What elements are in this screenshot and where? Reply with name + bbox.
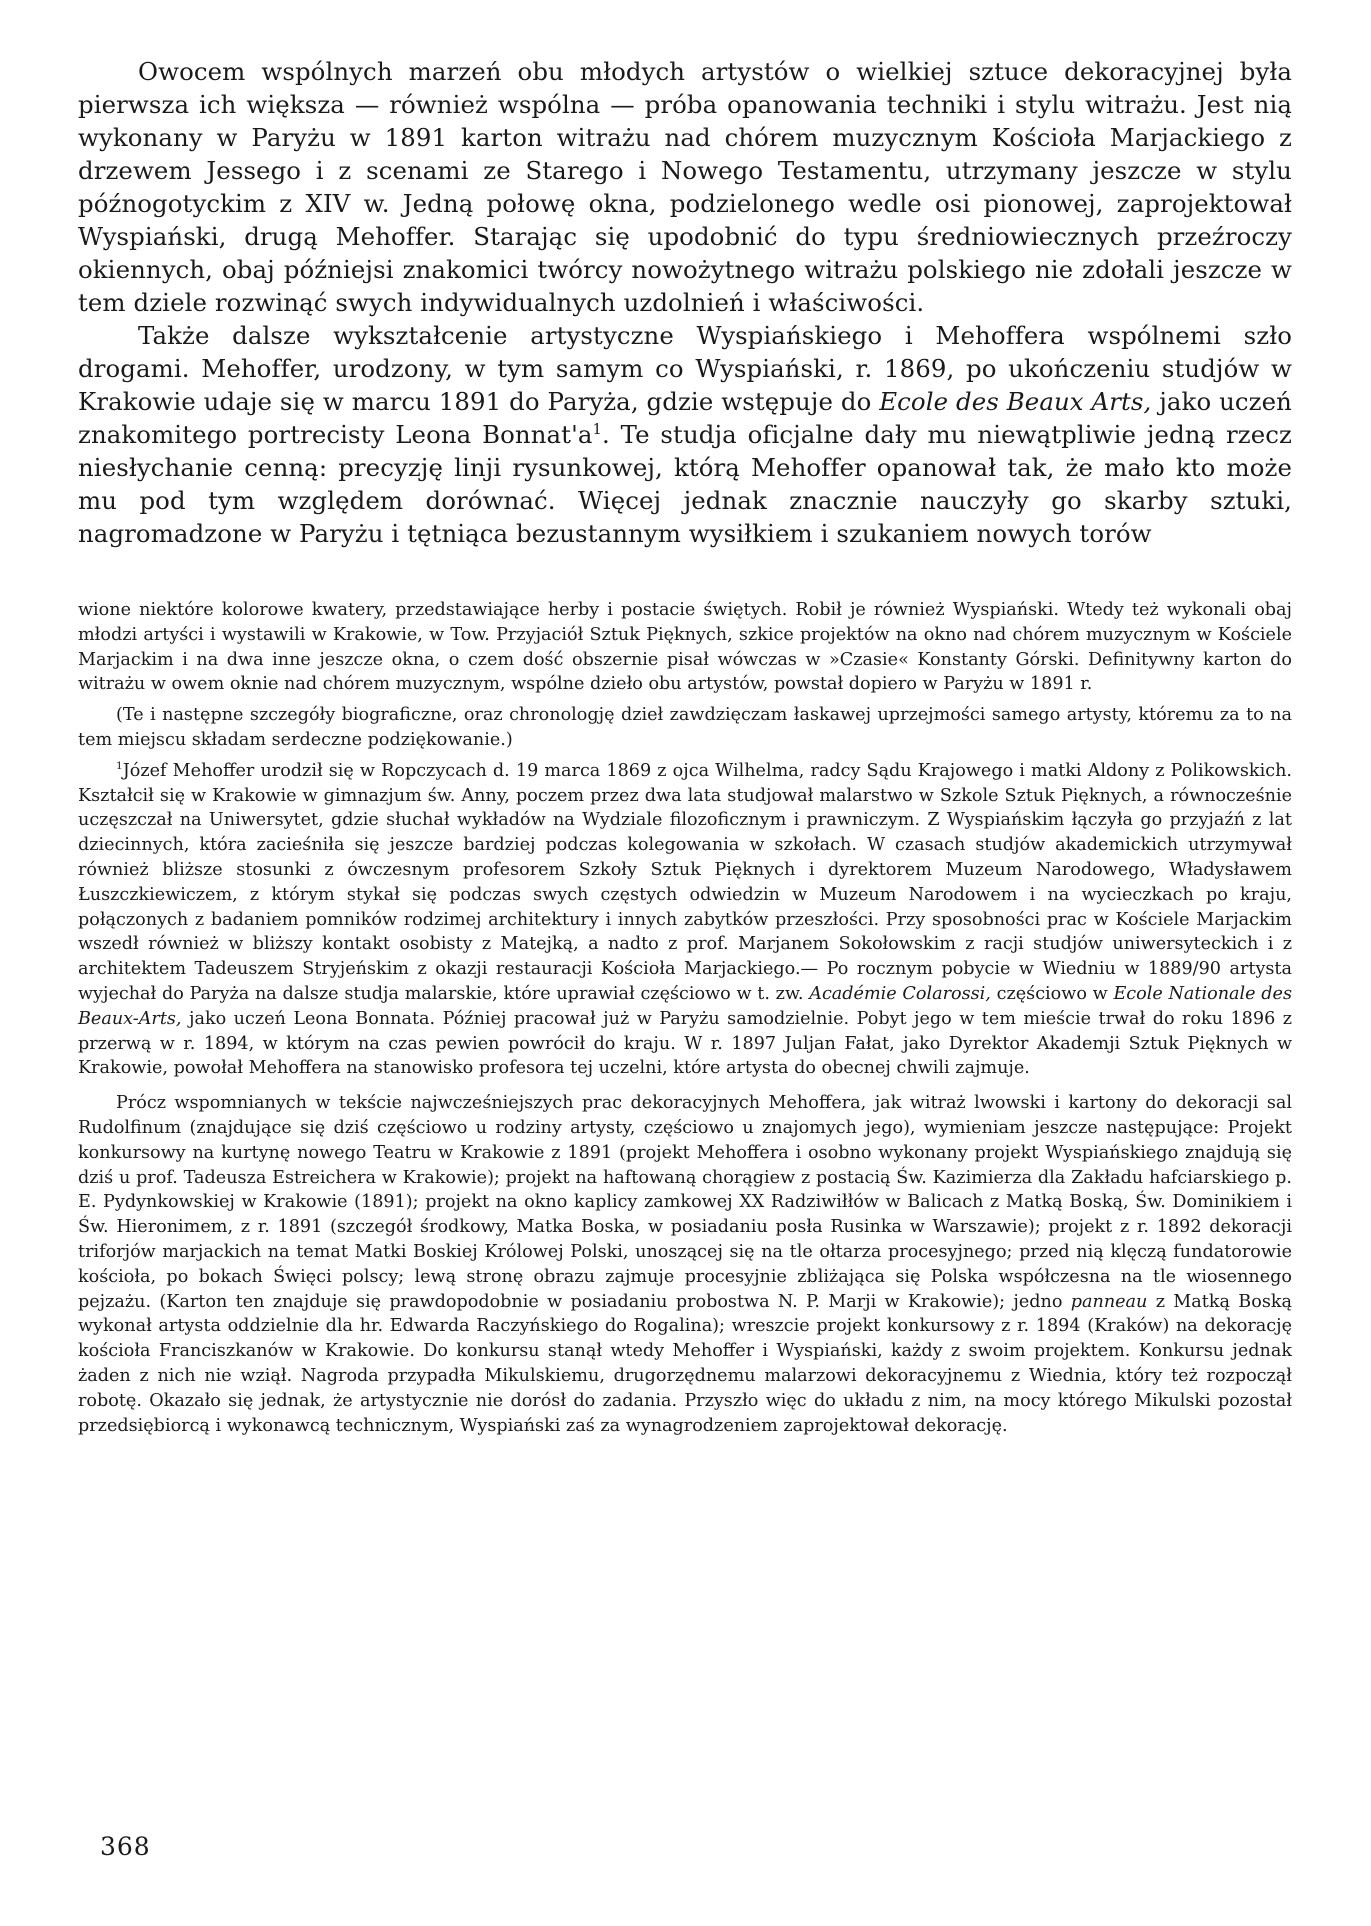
main-paragraph-2-part-a: Także dalsze wykształcenie artystyczne Wyspiańskiego i Mehoffera wspólnemi szło drogami. Mehoffer, urodzony, w tym samym co Wyspiański, r. 1869, po ukończeniu studjów w Krakowie udaje się w marcu 1891 do Paryża, gdzie wstępuje do <box>78 321 1292 416</box>
ecole-nationale-title: Ecole Nationale des Beaux-Arts, <box>78 983 1292 1029</box>
footnote-1-part-a: Józef Mehoffer urodził się w Ropczycach d. 19 marca 1869 z ojca Wilhelma, radcy Sądu Krajowego i matki Aldony z Polikowskich. Kształcił się w Krakowie w gimnazjum św. Anny, poczem przez dwa lata studjował malarstwo w Szkole Sztuk Pięknych, a równocześnie uczęszczał na Uniwersytet, gdzie słuchał wykładów na Wydziale filozoficznym i prawniczym. Z Wyspiańskim łączyła go przyjaźń z lat dziecinnych, która zacieśniła się jeszcze bardziej podczas kolegowania w szkołach. W czasach studjów akademickich utrzymywał również bliższe stosunki z ówczesnym profesorem Szkoły Sztuk Pięknych i dyrektorem Muzeum Narodowego, Władysławem Łuszczkiewiczem, z którym stykał się podczas swych częstych odwiedzin w Muzeum Narodowem i na wycieczkach po kraju, połączonych z badaniem pomników rodzimej architektury i innych zabytków przeszłości. Przy sposobności prac w Kościele Marjackim wszedł również w bliższy kontakt osobisty z Matejką, a nadto z prof. Marjanem Sokołowskim z racji studjów uniwersyteckich i z architektem Tadeuszem Stryjeńskim z okazji restauracji Kościoła Marjackiego.— Po rocznym pobycie w Wiedniu w 1889/90 artysta wyjechał do Paryża na dalsze studja malarskie, które uprawiał częściowo w t. zw. <box>78 760 1292 1004</box>
footnote-works-part-b: z Matką Boską wykonał artysta oddzielnie dla hr. Edwarda Raczyńskiego do Rogalina); wreszcie projekt konkursowy z r. 1894 (Kraków) na dekorację kościoła Franciszkanów w Krakowie. Do konkursu stanął wtedy Mehoffer i Wyspiański, każdy z swoim projektem. Konkursu jednak żaden z nich nie wziął. Nagroda przypadła Mikulskiemu, drugorzędnemu malarzowi dekoracyjnemu z Wiednia, który też rozpoczął robotę. Okazało się jednak, że artystycznie nie dorósł do zadania. Przyszło więc do układu z nim, na mocy którego Mikulski pozostał przedsiębiorcą i wykonawcą technicznym, Wyspiański zaś za wynagrodzeniem zaprojektował dekorację. <box>78 1291 1292 1436</box>
footnote-1-part-c: jako uczeń Leona Bonnata. Później pracował już w Paryżu samodzielnie. Pobyt jego w tem mieście trwał do roku 1896 z przerwą w r. 1894, w którym na czas pewien powrócił do kraju. W r. 1897 Juljan Fałat, jako Dyrektor Akademji Sztuk Pięknych w Krakowie, powołał Mehoffera na stanowisko profesora tej uczelni, które artysta do obecnej chwili zajmuje. <box>78 1008 1292 1079</box>
ecole-des-beaux-arts-title: Ecole des Beaux Arts, <box>879 387 1152 416</box>
footnote-works <box>78 1091 1292 1438</box>
footnote-1 <box>78 759 1292 1081</box>
footnote-1-part-b: częściowo w <box>990 983 1114 1004</box>
academie-colarossi-title: Académie Colarossi, <box>809 983 991 1004</box>
main-paragraph-2-part-c: . Te studja oficjalne dały mu niewątpliwie jedną rzecz niesłychanie cenną: precyzję linji rysunkowej, którą Mehoffer opanował tak, że mało kto może mu pod tym względem dorównać. Więcej jednak znacznie nauczyły go skarby sztuki, nagromadzone w Paryżu i tętniąca bezustannym wysiłkiem i szukaniem nowych torów <box>78 420 1293 548</box>
footnote-acknowledgement: (Te i następne szczegóły biograficzne, oraz chronologję dzieł zawdzięczam łaskawej uprzejmości samego artysty, któremu za to na tem miejscu składam serdeczne podziękowanie.) <box>78 705 1292 750</box>
page-number: 368 <box>100 1832 151 1861</box>
page-body <box>78 55 1292 1438</box>
footnote-continuation: wione niektóre kolorowe kwatery, przedstawiające herby i postacie świętych. Robił je również Wyspiański. Wtedy też wykonali obaj młodzi artyści i wystawili w Krakowie, w Tow. Przyjaciół Sztuk Pięknych, szkice projektów na okno nad chórem muzycznym w Kościele Marjackim i na dwa inne jeszcze okna, o czem dość obszernie pisał wówczas w »Czasie« Konstanty Górski. Definitywny karton do witrażu w owem oknie nad chórem muzycznym, wspólne dzieło obu artystów, powstał dopiero w Paryżu w 1891 r. <box>78 600 1292 695</box>
panneau-word: panneau <box>1070 1291 1148 1312</box>
footnote-works-part-a: Prócz wspomnianych w tekście najwcześniejszych prac dekoracyjnych Mehoffera, jak witraż lwowski i kartony do dekoracji sal Rudolfinum (znajdujące się dziś częściowo u rodziny artysty, częściowo u znajomych jego), wymieniam jeszcze następujące: Projekt konkursowy na kurtynę nowego Teatru w Krakowie z 1891 (projekt Mehoffera i osobno wykonany projekt Wyspiańskiego znajdują się dziś u prof. Tadeusza Estreichera w Krakowie); projekt na haftowaną chorągiew z postacią Św. Kazimierza dla Zakładu hafciarskiego p. E. Pydynkowskiej w Krakowie (1891); projekt na okno kaplicy zamkowej XX Radziwiłłów w Balicach z Matką Boską, Św. Dominikiem i Św. Hieronimem, z r. 1891 (szczegół środkowy, Matka Boska, w posiadaniu posła Rusinka w Warszawie); projekt z r. 1892 dekoracji triforjów marjackich na temat Matki Boskiej Królowej Polski, unoszącej się na tle ołtarza procesyjnego; przed nią klęczą fundatorowie kościoła, po bokach Święci polscy; lewą stronę obrazu zajmuje procesyjnie zbliżająca się Polska współczesna na tle wiosennego pejzażu. (Karton ten znajduje się prawdopodobnie w posiadaniu probostwa N. P. Marji w Krakowie); jedno <box>78 1093 1292 1312</box>
footnote-1-marker: 1 <box>116 759 123 772</box>
footnotes <box>78 598 1292 1438</box>
main-text <box>78 55 1292 550</box>
main-paragraph-1: Owocem wspólnych marzeń obu młodych artystów o wielkiej sztuce dekoracyjnej była pierwsza ich większa — również wspólna — próba opanowania techniki i stylu witrażu. Jest nią wykonany w Paryżu w 1891 karton witrażu nad chórem muzycznym Kościoła Marjackiego z drzewem Jessego i z scenami ze Starego i Nowego Testamentu, utrzymany jeszcze w stylu późnogotyckim z XIV w. Jedną połowę okna, podzielonego wedle osi pionowej, zaprojektował Wyspiański, drugą Mehoffer. Starając się upodobnić do typu średniowiecznych przeźroczy okiennych, obaj późniejsi znakomici twórcy nowożytnego witrażu polskiego nie zdołali jeszcze w tem dziele rozwinąć swych indywidualnych uzdolnień i właściwości. <box>78 57 1292 317</box>
footnote-reference-1: 1 <box>592 420 602 438</box>
main-paragraph-2 <box>78 319 1292 550</box>
main-paragraph-2-part-b: jako uczeń znakomitego portrecisty Leona Bonnat'a <box>78 387 1292 449</box>
